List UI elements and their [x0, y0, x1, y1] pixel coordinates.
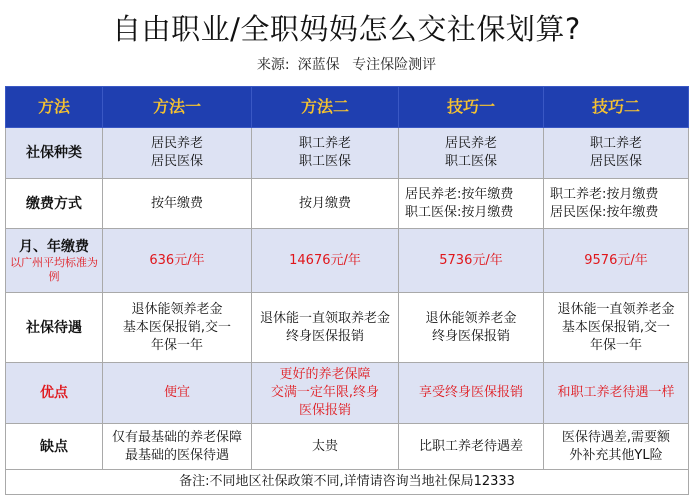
cell-type-3: 居民养老 职工医保 [399, 128, 544, 179]
row-label-annual: 月、年缴费 以广州平均标准为例 [6, 229, 103, 293]
cell-annual-3: 5736元/年 [399, 229, 544, 293]
cell-type-4: 职工养老 居民医保 [544, 128, 689, 179]
cell-cons-4: 医保待遇差,需要额 外补充其他YL险 [544, 424, 689, 470]
cell-payment-1: 按年缴费 [103, 179, 252, 229]
cell-cons-3: 比职工养老待遇差 [399, 424, 544, 470]
table-row-annual [6, 229, 689, 293]
table-row-cons [6, 424, 689, 470]
table-row-benefit [6, 293, 689, 363]
column-header-method-1: 方法一 [103, 87, 252, 128]
column-header-method: 方法 [6, 87, 103, 128]
page-title: 自由职业/全职妈妈怎么交社保划算? [112, 12, 581, 46]
cell-annual-4: 9576元/年 [544, 229, 689, 293]
cell-payment-4: 职工养老:按月缴费 居民医保:按年缴费 [544, 179, 689, 229]
cell-annual-1: 636元/年 [103, 229, 252, 293]
cell-annual-2: 14676元/年 [252, 229, 399, 293]
row-label-cons: 缺点 [6, 424, 103, 470]
cell-benefit-4: 退休能一直领养老金 基本医保报销,交一 年保一年 [544, 293, 689, 363]
cell-payment-2: 按月缴费 [252, 179, 399, 229]
source-tagline: 专注保险测评 [352, 57, 437, 73]
table-row-payment [6, 179, 689, 229]
cell-pros-1: 便宜 [103, 363, 252, 424]
row-label-pros: 优点 [6, 363, 103, 424]
cell-pros-3: 享受终身医保报销 [399, 363, 544, 424]
cell-pros-4: 和职工养老待遇一样 [544, 363, 689, 424]
cell-benefit-3: 退休能领养老金 终身医保报销 [399, 293, 544, 363]
column-header-method-2: 方法二 [252, 87, 399, 128]
cell-benefit-2: 退休能一直领取养老金 终身医保报销 [252, 293, 399, 363]
row-label-benefit: 社保待遇 [6, 293, 103, 363]
cell-benefit-1: 退休能领养老金 基本医保报销,交一 年保一年 [103, 293, 252, 363]
cell-cons-2: 太贵 [252, 424, 399, 470]
cell-type-1: 居民养老 居民医保 [103, 128, 252, 179]
cell-pros-2: 更好的养老保障 交满一定年限,终身 医保报销 [252, 363, 399, 424]
source-name: 深蓝保 [297, 57, 340, 73]
source-line [0, 54, 693, 76]
row-sublabel-annual: 以广州平均标准为例 [10, 255, 98, 283]
cell-payment-3: 居民养老:按年缴费 职工医保:按月缴费 [399, 179, 544, 229]
table-header-row [6, 87, 689, 128]
column-header-tip-1: 技巧一 [399, 87, 544, 128]
cell-cons-1: 仅有最基础的养老保障 最基础的医保待遇 [103, 424, 252, 470]
table-row-note [6, 470, 689, 495]
source-label: 来源: [256, 57, 290, 73]
row-label-payment: 缴费方式 [6, 179, 103, 229]
footnote: 备注:不同地区社保政策不同,详情请咨询当地社保局12333 [6, 470, 689, 495]
comparison-table [5, 86, 689, 495]
cell-type-2: 职工养老 职工医保 [252, 128, 399, 179]
row-label-type: 社保种类 [6, 128, 103, 179]
table-row-pros [6, 363, 689, 424]
table-row-type [6, 128, 689, 179]
column-header-tip-2: 技巧二 [544, 87, 689, 128]
